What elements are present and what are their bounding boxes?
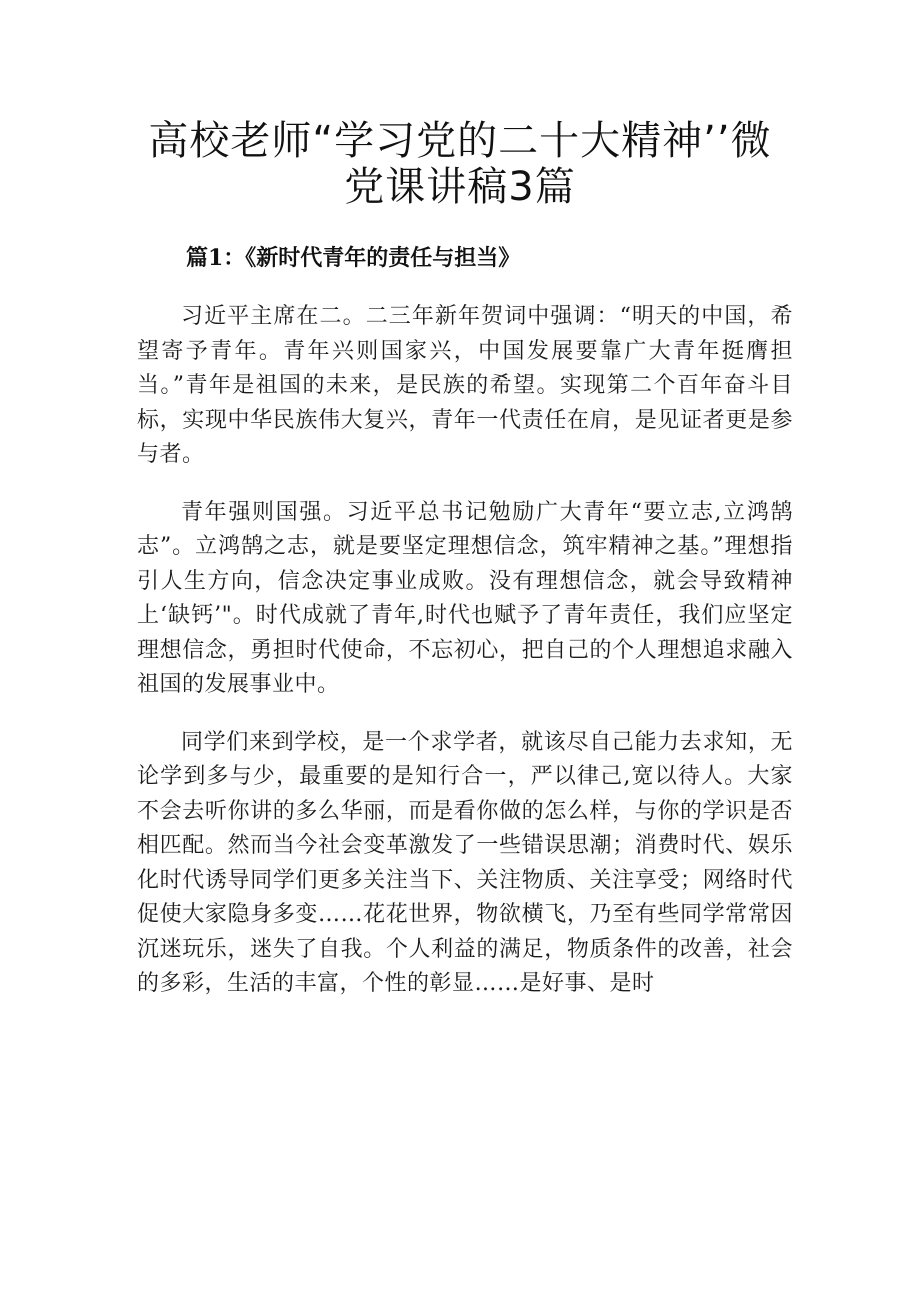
paragraph-3: 同学们来到学校，是一个求学者，就该尽自己能力去求知，无论学到多与少，最重要的是知行合一，严以律己,宽以待人。大家不会去听你讲的多么华丽，而是看你做的怎么样，与你的学识是否相匹配。然而当今社会变革激发了一些错误思潮；消费时代、娱乐化时代诱导同学们更多关注当下、关注物质、关注享受；网络时代促使大家隐身多变……花花世界，物欲横飞，乃至有些同学常常因沉迷玩乐，迷失了自我。个人利益的满足，物质条件的改善，社会的多彩，生活的丰富，个性的彰显……是好事、是时 xyxy=(137,729,793,996)
paragraph-2: 青年强则国强。习近平总书记勉励广大青年“要立志,立鸿鹄志”。立鸿鹄之志，就是要坚定理想信念，筑牢精神之基。”理想指引人生方向，信念决定事业成败。没有理想信念，就会导致精神上‘缺钙’"。时代成就了青年,时代也赋予了青年责任，我们应坚定理想信念，勇担时代使命，不忘初心，把自己的个人理想追求融入祖国的发展事业中。 xyxy=(137,499,793,697)
document-body xyxy=(137,300,793,1025)
paragraph-1: 习近平主席在二。二三年新年贺词中强调：“明天的中国，希望寄予青年。青年兴则国家兴，中国发展要靠广大青年挺膺担当。”青年是祖国的未来，是民族的希望。实现第二个百年奋斗目标，实现中华民族伟大复兴，青年一代责任在肩，是见证者更是参与者。 xyxy=(137,304,793,467)
section-heading: 篇1：《新时代青年的责任与担当》 xyxy=(186,245,521,271)
title-line-1: 高校老师“学习党的二十大精神’’微 xyxy=(148,118,772,164)
title-line-2: 党课讲稿3篇 xyxy=(344,164,576,210)
document-title xyxy=(110,118,810,210)
